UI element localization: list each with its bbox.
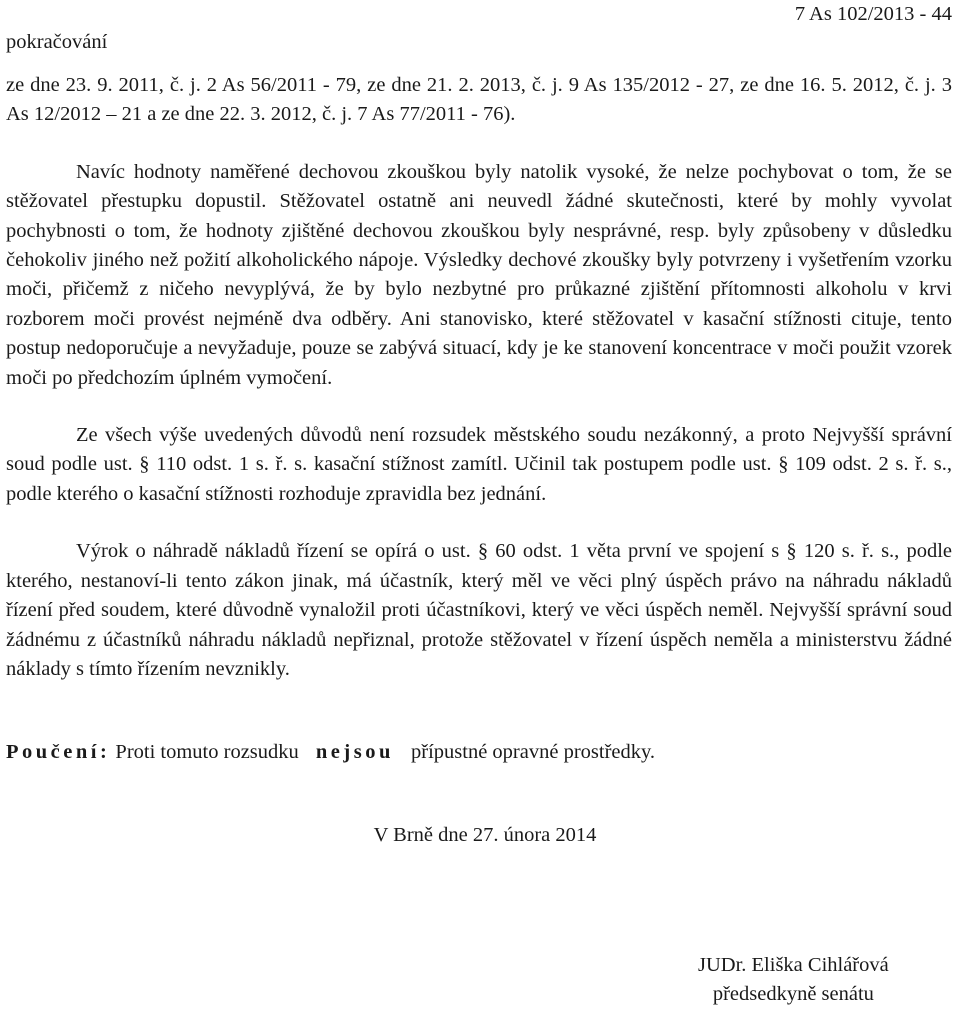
- signatory-role: předsedkyně senátu: [712, 983, 874, 1005]
- case-number: 7 As 102/2013 - 44: [794, 3, 952, 25]
- notice-text-after: přípustné opravné prostředky.: [411, 741, 656, 764]
- signatory-name: JUDr. Eliška Cihlářová: [698, 954, 889, 976]
- paragraph-breath-test: Navíc hodnoty naměřené dechovou zkouškou byly natolik vysoké, že nelze pochybovat o tom, že se stěžovatel přestupku dopustil. Stěžovatel ostatně ani neuvedl žádné skutečnosti, které by mohly vyvolat pochybnosti o tom, že hodnoty zjištěné dechovou zkouškou byly nesprávné, resp. byly způsobeny v důsledku čehokoliv jiného než požití alkoholického nápoje. Výsledky dechové zkoušky byly potvrzeny i vyšetřením vzorku moči, přičemž z ničeho nevyplývá, že by bylo nezbytné pro průkazné zjištění přítomnosti alkoholu v krvi rozborem moči provést nejméně dva odběry. Ani stanovisko, které stěžovatel v kasační stížnosti cituje, tento postup nedoporučuje a nevyžaduje, pouze se zabývá situací, kdy je ke stanovení koncentrace v moči použit vzorek moči po předchozím úplném vymočení.: [6, 160, 952, 389]
- paragraph-decision: Ze všech výše uvedených důvodů není rozsudek městského soudu nezákonný, a proto Nejvyšší správní soud podle ust. § 110 odst. 1 s. ř. s. kasační stížnost zamítl. Učinil tak postupem podle ust. § 109 odst. 2 s. ř. s., podle kterého o kasační stížnosti rozhoduje zpravidla bez jednání.: [6, 424, 952, 505]
- notice-label: Poučení:: [6, 741, 111, 764]
- document-page: [6, 0, 952, 850]
- continuation-label: pokračování: [6, 31, 108, 53]
- place-and-date: V Brně dne 27. února 2014: [373, 823, 597, 846]
- legal-notice: [6, 738, 952, 767]
- signature-block: [698, 951, 889, 1009]
- paragraph-citations: ze dne 23. 9. 2011, č. j. 2 As 56/2011 - 79, ze dne 21. 2. 2013, č. j. 9 As 135/2012 - 27, ze dne 16. 5. 2012, č. j. 3 As 12/2012 – 21 a ze dne 22. 3. 2012, č. j. 7 As 77/2011 - 76).: [6, 74, 952, 126]
- page-header: [6, 0, 952, 60]
- notice-emphasis: nejsou: [315, 741, 394, 764]
- notice-text-before: Proti tomuto rozsudku: [115, 741, 299, 764]
- paragraph-costs: Výrok o náhradě nákladů řízení se opírá o ust. § 60 odst. 1 věta první ve spojení s § 120 s. ř. s., podle kterého, nestanoví-li tento zákon jinak, má účastník, který měl ve věci plný úspěch právo na náhradu nákladů řízení před soudem, které důvodně vynaložil proti účastníkovi, který ve věci úspěch neměl. Nejvyšší správní soud žádnému z účastníků náhradu nákladů nepřiznal, protože stěžovatel v řízení úspěch neměla a ministerstvu žádné náklady s tímto řízením nevznikly.: [6, 540, 952, 680]
